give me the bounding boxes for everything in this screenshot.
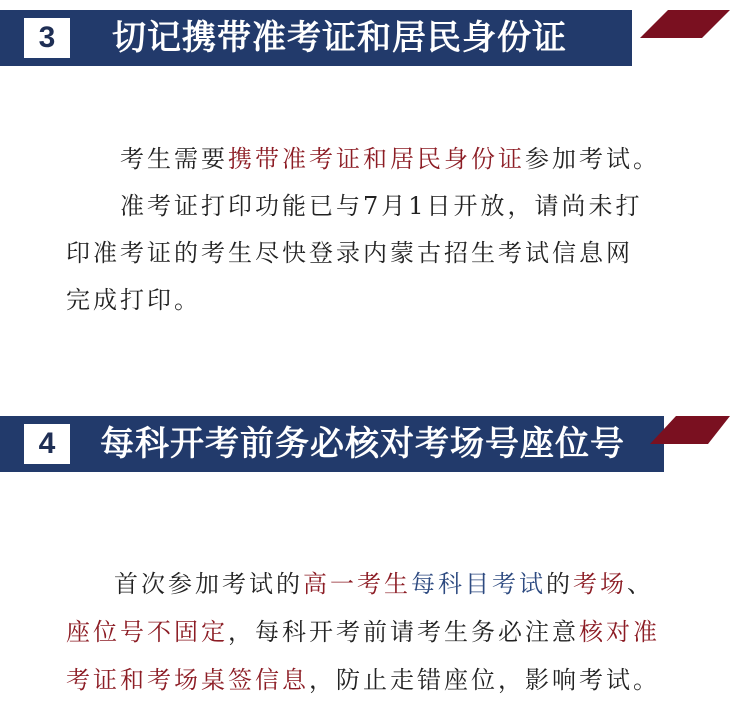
highlight-blue-text: 每科目考试 [411,570,546,598]
paragraph-line [66,656,668,704]
paragraph-line [66,136,668,183]
section-4-paragraph [66,560,668,704]
section-title: 每科开考前务必核对考场号座位号 [100,424,625,464]
paragraph-line [66,277,668,324]
highlight-red-text: 考证和考场桌签信息 [66,666,309,694]
highlight-red-text: 高一考生 [303,570,411,598]
text-run: 考生需要 [120,145,228,173]
section-number: 4 [24,424,70,464]
section-3-banner [0,10,730,66]
paragraph-line [66,608,668,656]
text-run: 首次参加考试的 [114,570,303,598]
highlight-red-text: 座位号不固定 [66,618,228,646]
paragraph-line [66,560,668,608]
section-3-paragraph [66,136,668,324]
banner-accent [640,10,730,38]
section-number: 3 [24,18,70,58]
text-run: 的 [546,570,573,598]
highlight-red-text: 携带准考证和居民身份证 [228,145,525,173]
text-run: 完成打印。 [66,286,201,314]
paragraph-line [66,230,668,277]
section-title: 切记携带准考证和居民身份证 [112,18,567,58]
text-run: 印准考证的考生尽快登录内蒙古招生考试信息网 [66,239,633,267]
section-4-banner [0,416,730,472]
highlight-red-text: 核对准 [579,618,660,646]
text-run: ，防止走错座位，影响考试。 [309,666,660,694]
text-run: 参加考试。 [525,145,660,173]
paragraph-line [66,183,668,230]
text-run: 准考证打印功能已与7月1日开放，请尚未打 [120,192,643,220]
highlight-red-text: 考场 [573,570,627,598]
text-run: ，每科开考前请考生务必注意 [228,618,579,646]
text-run: 、 [627,570,654,598]
